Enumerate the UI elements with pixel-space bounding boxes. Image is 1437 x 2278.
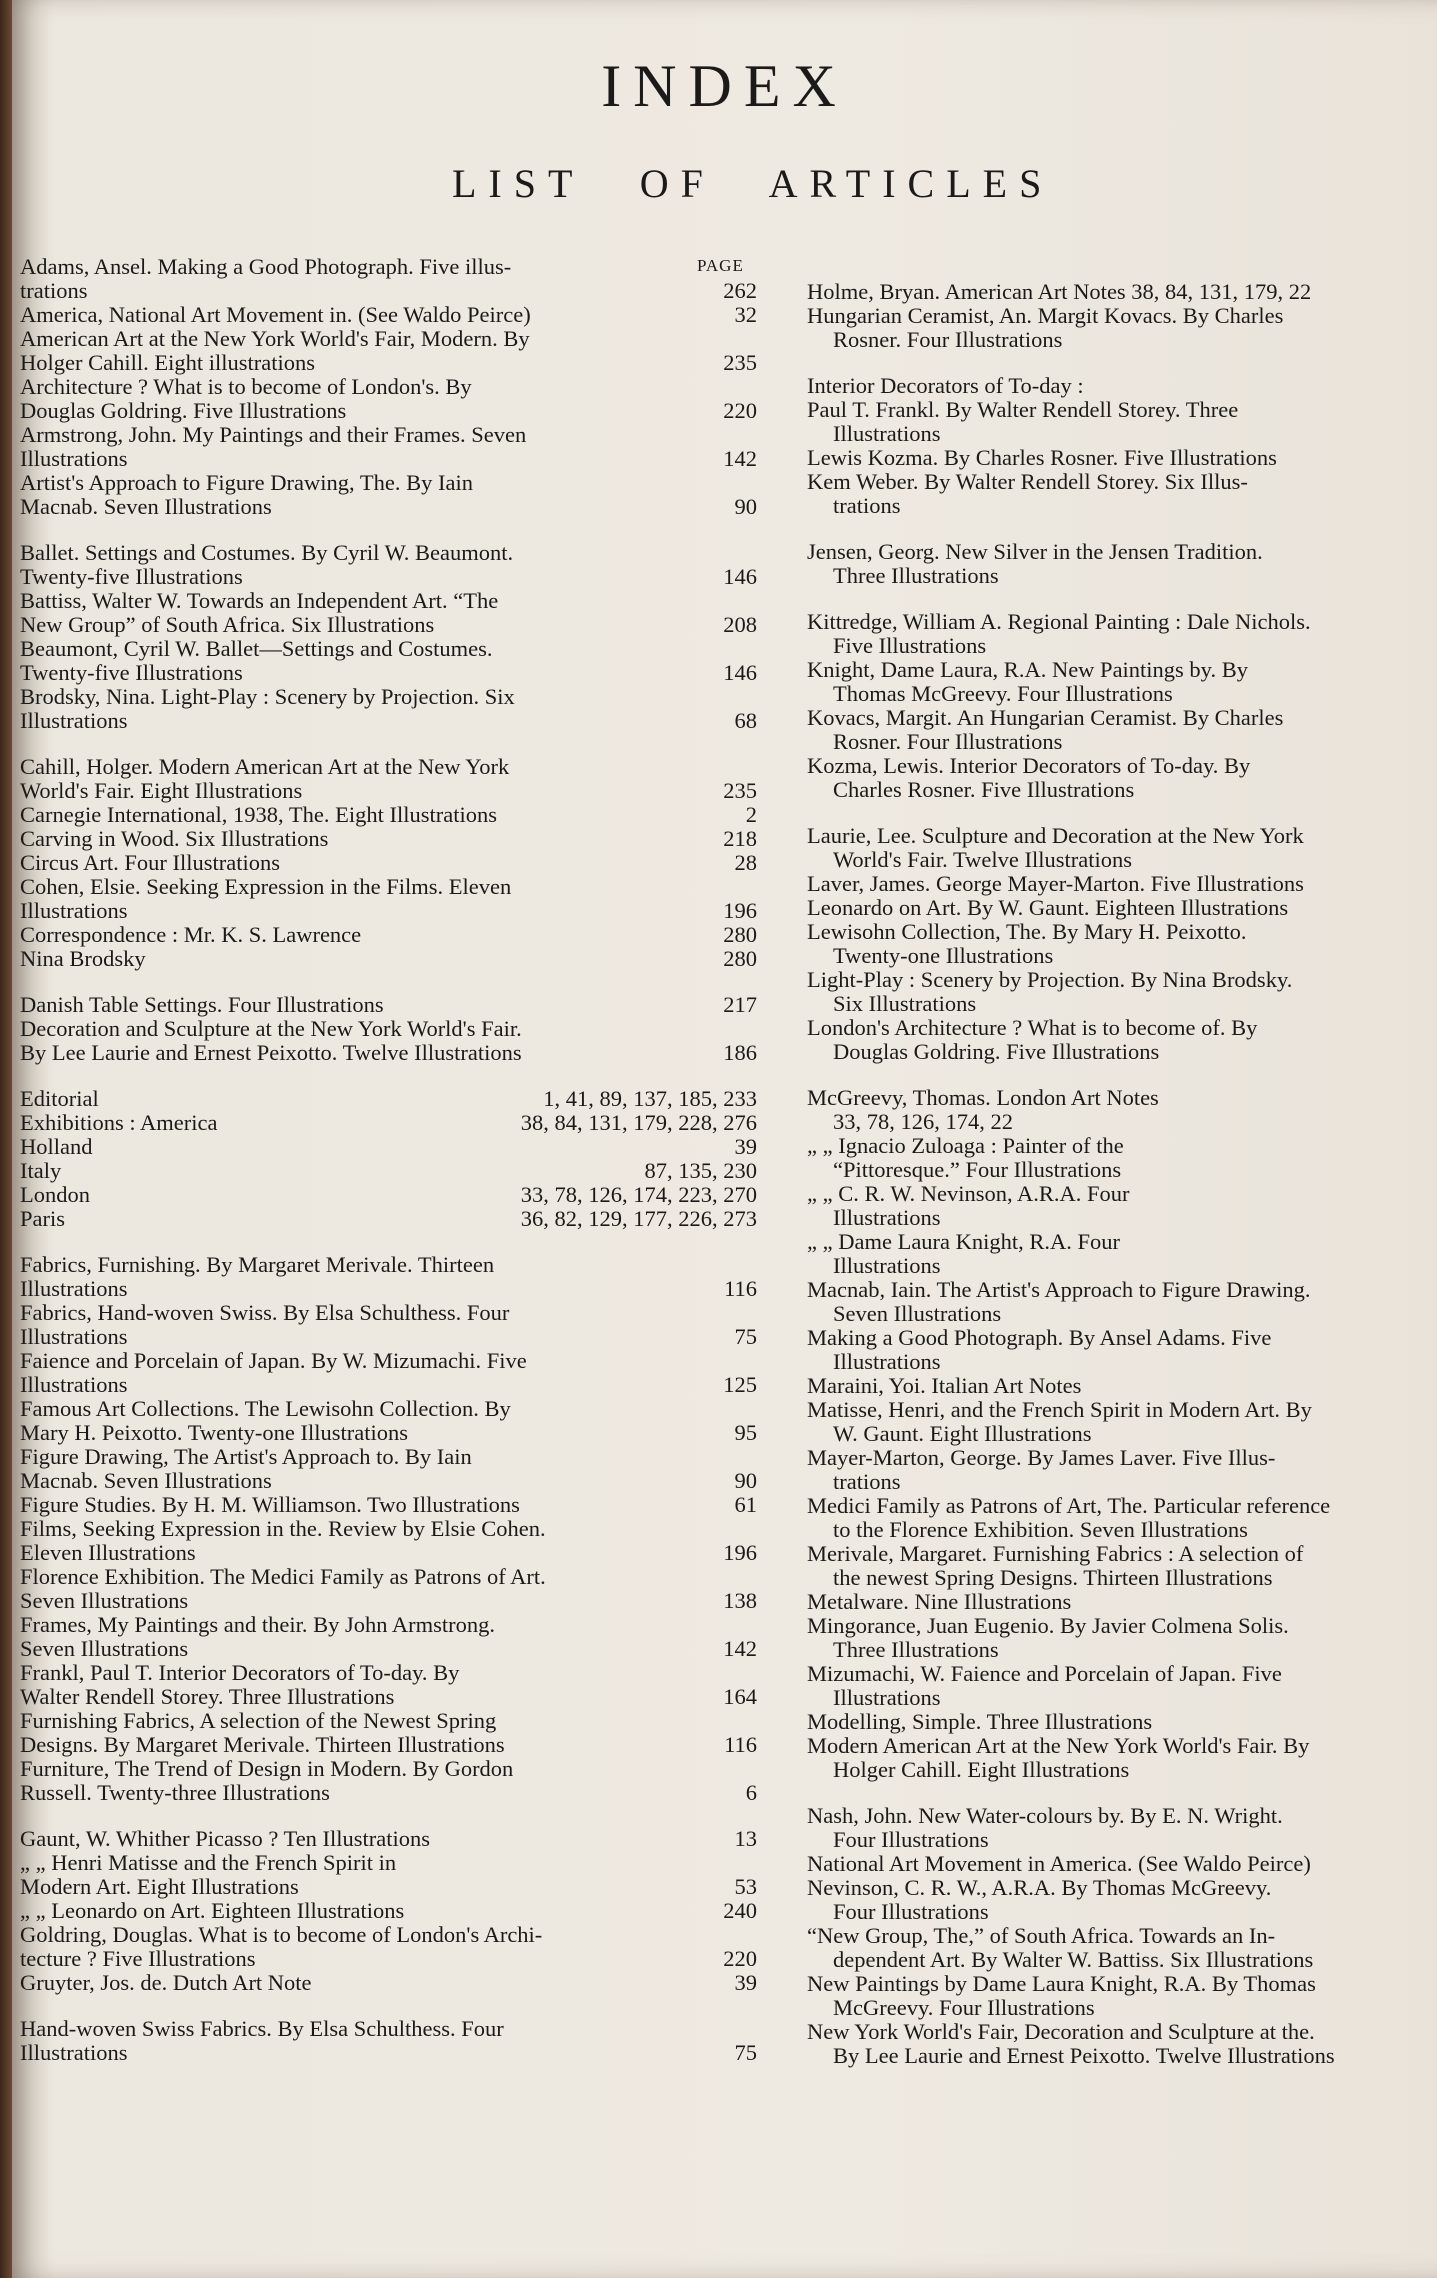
index-entry <box>20 1159 775 1183</box>
index-entry <box>807 2020 1437 2068</box>
index-entry-page: 146 <box>723 564 757 589</box>
index-entry <box>807 1590 1437 1614</box>
index-entry-page: 116 <box>724 1732 757 1757</box>
index-entry <box>807 1230 1437 1278</box>
index-entry <box>807 374 1437 398</box>
index-entry-text: America, National Art Movement in. (See Waldo Peirce) <box>20 302 531 327</box>
index-entry-page: 28 <box>734 850 757 875</box>
index-entry <box>807 824 1437 872</box>
index-entry-text: Figure Drawing, The Artist's Approach to. By Iain Macnab. Seven Illustrations <box>20 1444 472 1493</box>
index-entry <box>20 1135 775 1159</box>
index-entry-text: Making a Good Photograph. By Ansel Adams. Five Illustrations <box>807 1325 1272 1374</box>
index-entry-text: Holme, Bryan. American Art Notes 38, 84, 131, 179, 22 <box>807 279 1312 304</box>
index-entry-text: Kozma, Lewis. Interior Decorators of To-day. By Charles Rosner. Five Illustrations <box>807 753 1251 802</box>
index-entry <box>20 875 775 923</box>
index-entry-text: London's Architecture ? What is to become of. By Douglas Goldring. Five Illustrations <box>807 1015 1258 1064</box>
index-entry-text: Laver, James. George Mayer-Marton. Five Illustrations <box>807 871 1304 896</box>
index-entry-page: 39 <box>734 1970 757 1995</box>
index-entry <box>20 1827 775 1851</box>
index-entry <box>807 1804 1437 1852</box>
index-entry <box>807 1662 1437 1710</box>
index-entry-page: 138 <box>723 1588 757 1613</box>
index-entry <box>20 589 775 637</box>
index-entry-text: Paul T. Frankl. By Walter Rendell Storey. Three Illustrations <box>807 397 1239 446</box>
index-entry-text: Famous Art Collections. The Lewisohn Collection. By Mary H. Peixotto. Twenty-one Illustrations <box>20 1396 511 1445</box>
index-entry-text: Correspondence : Mr. K. S. Lawrence <box>20 922 362 947</box>
index-entry-text: Medici Family as Patrons of Art, The. Particular reference to the Florence Exhibition. Seven Illustrations <box>807 1493 1331 1542</box>
index-entry <box>20 1613 775 1661</box>
index-entry <box>20 947 775 971</box>
right-column <box>807 280 1437 2090</box>
index-entry <box>20 1349 775 1397</box>
index-entry-text: Lewisohn Collection, The. By Mary H. Peixotto. Twenty-one Illustrations <box>807 919 1247 968</box>
index-letter-group <box>807 1086 1437 1782</box>
index-entry-text: Gaunt, W. Whither Picasso ? Ten Illustrations <box>20 1826 431 1851</box>
index-entry-page: 38, 84, 131, 179, 228, 276 <box>520 1110 757 1135</box>
index-entry-text: Merivale, Margaret. Furnishing Fabrics : A selection of the newest Spring Designs. Thirteen Illustrations <box>807 1541 1304 1590</box>
index-entry-page: 262 <box>723 278 757 303</box>
index-entry-text: Nevinson, C. R. W., A.R.A. By Thomas McGreevy. Four Illustrations <box>807 1875 1272 1924</box>
index-entry-text: Holland <box>20 1134 93 1159</box>
index-entry-page: 220 <box>723 1946 757 1971</box>
index-entry-text: Ballet. Settings and Costumes. By Cyril W. Beaumont. Twenty-five Illustrations <box>20 540 514 589</box>
index-entry-page: 208 <box>723 612 757 637</box>
index-entry <box>20 1111 775 1135</box>
index-entry-page: 13 <box>734 1826 757 1851</box>
index-entry-text: Mayer-Marton, George. By James Laver. Five Illus- trations <box>807 1445 1276 1494</box>
index-entry-text: National Art Movement in America. (See Waldo Peirce) <box>807 1851 1311 1876</box>
index-entry-page: 95 <box>734 1420 757 1445</box>
index-entry <box>20 1087 775 1111</box>
index-page <box>12 0 1437 2278</box>
index-entry-text: Decoration and Sculpture at the New York World's Fair. By Lee Laurie and Ernest Peixotto. Twelve Illustrations <box>20 1016 522 1065</box>
index-entry-text: Faience and Porcelain of Japan. By W. Mizumachi. Five Illustrations <box>20 1348 527 1397</box>
index-entry <box>807 610 1437 658</box>
index-entry <box>20 1899 775 1923</box>
index-entry-text: Maraini, Yoi. Italian Art Notes <box>807 1373 1082 1398</box>
index-entry <box>20 423 775 471</box>
index-entry-text: Figure Studies. By H. M. Williamson. Two Illustrations <box>20 1492 520 1517</box>
index-entry <box>807 1710 1437 1734</box>
index-entry-page: 142 <box>723 446 757 471</box>
index-entry <box>20 923 775 947</box>
left-column <box>20 255 775 2087</box>
index-entry-text: Furnishing Fabrics, A selection of the Newest Spring Designs. By Margaret Merivale. Thirteen Illustrations <box>20 1708 505 1757</box>
index-entry-page: 75 <box>734 1324 757 1349</box>
index-entry <box>807 446 1437 470</box>
index-entry-text: Gruyter, Jos. de. Dutch Art Note <box>20 1970 312 1995</box>
index-entry <box>20 851 775 875</box>
index-entry-text: Editorial <box>20 1086 99 1111</box>
index-entry-text: Films, Seeking Expression in the. Review by Elsie Cohen. Eleven Illustrations <box>20 1516 546 1565</box>
index-entry-page: 116 <box>724 1276 757 1301</box>
index-entry <box>20 1397 775 1445</box>
book-gutter <box>0 0 12 2278</box>
index-entry-page: 2 <box>745 802 757 827</box>
index-entry-text: Matisse, Henri, and the French Spirit in Modern Art. By W. Gaunt. Eight Illustrations <box>807 1397 1312 1446</box>
index-entry-text: Macnab, Iain. The Artist's Approach to Figure Drawing. Seven Illustrations <box>807 1277 1311 1326</box>
index-entry-page: 125 <box>723 1372 757 1397</box>
index-letter-group <box>20 755 775 971</box>
index-entry-page: 33, 78, 126, 174, 223, 270 <box>520 1182 757 1207</box>
index-entry <box>20 471 775 519</box>
index-entry <box>807 1182 1437 1230</box>
index-entry-text: Laurie, Lee. Sculpture and Decoration at the New York World's Fair. Twelve Illustrations <box>807 823 1304 872</box>
index-entry-text: Kittredge, William A. Regional Painting : Dale Nichols. Five Illustrations <box>807 609 1311 658</box>
index-entry-page: 280 <box>723 922 757 947</box>
index-entry <box>807 920 1437 968</box>
index-entry-page: 90 <box>734 494 757 519</box>
index-entry-page: 68 <box>734 708 757 733</box>
index-entry <box>807 1494 1437 1542</box>
index-entry <box>20 1971 775 1995</box>
index-entry-text: „ „ Dame Laura Knight, R.A. Four Illustrations <box>807 1229 1121 1278</box>
index-entry-text: Jensen, Georg. New Silver in the Jensen Tradition. Three Illustrations <box>807 539 1263 588</box>
index-entry <box>20 1923 775 1971</box>
index-entry <box>20 1253 775 1301</box>
index-entry <box>20 1493 775 1517</box>
index-entry <box>807 1852 1437 1876</box>
index-entry-text: Lewis Kozma. By Charles Rosner. Five Illustrations <box>807 445 1277 470</box>
index-letter-group <box>20 1827 775 1995</box>
index-entry-text: Carving in Wood. Six Illustrations <box>20 826 329 851</box>
index-entry-page: 61 <box>734 1492 757 1517</box>
index-entry <box>20 1207 775 1231</box>
index-entry <box>20 2017 775 2065</box>
index-entry-text: Paris <box>20 1206 65 1231</box>
index-entry-text: New York World's Fair, Decoration and Sculpture at the. By Lee Laurie and Ernest Peixotto. Twelve Illustrations <box>807 2019 1335 2068</box>
index-entry <box>807 540 1437 588</box>
index-entry <box>20 1017 775 1065</box>
index-entry-page: 53 <box>734 1874 757 1899</box>
index-entry-page: 235 <box>723 350 757 375</box>
index-entry <box>807 398 1437 446</box>
index-entry-page: 196 <box>723 1540 757 1565</box>
index-entry-page: 75 <box>734 2040 757 2065</box>
index-letter-group <box>20 255 775 519</box>
index-entry <box>807 1972 1437 2020</box>
index-entry-text: Exhibitions : America <box>20 1110 218 1135</box>
page-title: INDEX <box>601 53 848 119</box>
index-entry-page: 36, 82, 129, 177, 226, 273 <box>520 1206 757 1231</box>
index-entry-text: McGreevy, Thomas. London Art Notes 33, 78, 126, 174, 22 <box>807 1085 1159 1134</box>
index-letter-group <box>807 1804 1437 2068</box>
index-letter-group <box>20 2017 775 2065</box>
page-column-header: PAGE <box>697 256 744 275</box>
index-entry-text: Beaumont, Cyril W. Ballet—Settings and Costumes. Twenty-five Illustrations <box>20 636 493 685</box>
index-entry-text: Adams, Ansel. Making a Good Photograph. Five illus- trations <box>20 254 512 303</box>
index-entry-text: Carnegie International, 1938, The. Eight Illustrations <box>20 802 497 827</box>
index-entry <box>807 754 1437 802</box>
index-entry-text: “New Group, The,” of South Africa. Towards an In- dependent Art. By Walter W. Battiss. Six Illustrations <box>807 1923 1314 1972</box>
index-entry-text: Frankl, Paul T. Interior Decorators of To-day. By Walter Rendell Storey. Three Illustrations <box>20 1660 460 1709</box>
index-entry <box>807 872 1437 896</box>
index-entry <box>20 1709 775 1757</box>
index-entry <box>807 1734 1437 1782</box>
index-entry-page: 142 <box>723 1636 757 1661</box>
index-entry <box>807 706 1437 754</box>
index-entry <box>20 993 775 1017</box>
index-letter-group <box>807 280 1437 352</box>
index-entry <box>807 1542 1437 1590</box>
index-entry-text: Nash, John. New Water-colours by. By E. N. Wright. Four Illustrations <box>807 1803 1283 1852</box>
index-entry-text: Metalware. Nine Illustrations <box>807 1589 1072 1614</box>
index-entry <box>807 1614 1437 1662</box>
index-entry-page: 87, 135, 230 <box>644 1158 757 1183</box>
index-entry <box>807 658 1437 706</box>
index-entry <box>20 255 775 303</box>
index-entry <box>20 1517 775 1565</box>
index-entry-text: Fabrics, Furnishing. By Margaret Merivale. Thirteen Illustrations <box>20 1252 495 1301</box>
index-entry <box>20 1757 775 1805</box>
index-letter-group <box>807 374 1437 518</box>
index-entry-text: Modern American Art at the New York World's Fair. By Holger Cahill. Eight Illustrations <box>807 1733 1310 1782</box>
index-entry-text: „ „ Henri Matisse and the French Spirit in Modern Art. Eight Illustrations <box>20 1850 397 1899</box>
index-entry-page: 164 <box>723 1684 757 1709</box>
index-entry-text: Danish Table Settings. Four Illustrations <box>20 992 384 1017</box>
index-entry-text: Nina Brodsky <box>20 946 146 971</box>
index-entry-text: „ „ Leonardo on Art. Eighteen Illustrations <box>20 1898 405 1923</box>
index-entry-text: American Art at the New York World's Fair, Modern. By Holger Cahill. Eight illustrations <box>20 326 530 375</box>
index-entry-page: 146 <box>723 660 757 685</box>
index-entry-text: Frames, My Paintings and their. By John Armstrong. Seven Illustrations <box>20 1612 495 1661</box>
index-entry <box>20 803 775 827</box>
index-letter-group <box>807 824 1437 1064</box>
index-entry <box>807 1278 1437 1326</box>
index-entry-page: 39 <box>734 1134 757 1159</box>
index-entry <box>807 280 1437 304</box>
index-entry-text: „ „ Ignacio Zuloaga : Painter of the “Pittoresque.” Four Illustrations <box>807 1133 1124 1182</box>
index-entry <box>807 1086 1437 1134</box>
index-entry-text: Cahill, Holger. Modern American Art at the New York World's Fair. Eight Illustrations <box>20 754 510 803</box>
index-entry-page: 32 <box>734 302 757 327</box>
index-entry-page: 218 <box>723 826 757 851</box>
index-entry-page: 220 <box>723 398 757 423</box>
index-letter-group <box>807 540 1437 588</box>
index-entry <box>807 470 1437 518</box>
index-entry-text: Armstrong, John. My Paintings and their Frames. Seven Illustrations <box>20 422 527 471</box>
index-entry <box>807 968 1437 1016</box>
index-entry <box>807 304 1437 352</box>
index-letter-group <box>20 541 775 733</box>
index-entry <box>20 637 775 685</box>
index-entry-text: Brodsky, Nina. Light-Play : Scenery by Projection. Six Illustrations <box>20 684 515 733</box>
index-entry <box>807 1374 1437 1398</box>
index-entry <box>807 1446 1437 1494</box>
index-entry <box>20 1661 775 1709</box>
index-entry-text: Fabrics, Hand-woven Swiss. By Elsa Schulthess. Four Illustrations <box>20 1300 510 1349</box>
index-letter-group <box>20 993 775 1065</box>
index-entry <box>807 1924 1437 1972</box>
index-entry-text: Kem Weber. By Walter Rendell Storey. Six Illus- trations <box>807 469 1248 518</box>
index-entry <box>20 755 775 803</box>
index-entry-text: Mingorance, Juan Eugenio. By Javier Colmena Solis. Three Illustrations <box>807 1613 1289 1662</box>
index-letter-group <box>20 1087 775 1231</box>
index-entry-text: Leonardo on Art. By W. Gaunt. Eighteen Illustrations <box>807 895 1289 920</box>
index-entry-text: Goldring, Douglas. What is to become of London's Archi- tecture ? Five Illustrations <box>20 1922 543 1971</box>
index-entry-page: 240 <box>723 1898 757 1923</box>
section-title: LIST OF ARTICLES <box>452 161 1054 206</box>
index-entry-text: Kovacs, Margit. An Hungarian Ceramist. By Charles Rosner. Four Illustrations <box>807 705 1284 754</box>
index-entry-text: Cohen, Elsie. Seeking Expression in the Films. Eleven Illustrations <box>20 874 512 923</box>
index-entry-text: London <box>20 1182 90 1207</box>
index-letter-group <box>20 1253 775 1805</box>
index-entry <box>20 1851 775 1899</box>
index-entry-page: 6 <box>745 1780 757 1805</box>
index-entry-text: Light-Play : Scenery by Projection. By Nina Brodsky. Six Illustrations <box>807 967 1293 1016</box>
index-entry <box>20 1445 775 1493</box>
index-entry-text: Hand-woven Swiss Fabrics. By Elsa Schulthess. Four Illustrations <box>20 2016 504 2065</box>
index-entry-text: Hungarian Ceramist, An. Margit Kovacs. By Charles Rosner. Four Illustrations <box>807 303 1284 352</box>
index-entry-page: 1, 41, 89, 137, 185, 233 <box>543 1086 757 1111</box>
index-entry-page: 196 <box>723 898 757 923</box>
index-entry <box>20 303 775 327</box>
index-entry <box>807 1134 1437 1182</box>
index-entry-page: 186 <box>723 1040 757 1065</box>
index-entry-text: Architecture ? What is to become of London's. By Douglas Goldring. Five Illustrations <box>20 374 472 423</box>
index-entry-page: 217 <box>723 992 757 1017</box>
index-entry-text: Knight, Dame Laura, R.A. New Paintings by. By Thomas McGreevy. Four Illustrations <box>807 657 1248 706</box>
index-entry-text: Battiss, Walter W. Towards an Independent Art. “The New Group” of South Africa. Six Illustrations <box>20 588 499 637</box>
index-entry <box>20 327 775 375</box>
index-entry-page: 90 <box>734 1468 757 1493</box>
index-entry <box>20 685 775 733</box>
index-entry <box>20 1301 775 1349</box>
index-entry-text: Mizumachi, W. Faience and Porcelain of Japan. Five Illustrations <box>807 1661 1282 1710</box>
index-entry-text: Circus Art. Four Illustrations <box>20 850 280 875</box>
index-entry <box>807 896 1437 920</box>
index-entry <box>20 375 775 423</box>
index-letter-group <box>807 610 1437 802</box>
index-entry-text: Florence Exhibition. The Medici Family as Patrons of Art. Seven Illustrations <box>20 1564 546 1613</box>
index-entry <box>807 1016 1437 1064</box>
index-entry-text: „ „ C. R. W. Nevinson, A.R.A. Four Illustrations <box>807 1181 1130 1230</box>
index-entry <box>807 1398 1437 1446</box>
index-entry-text: Artist's Approach to Figure Drawing, The. By Iain Macnab. Seven Illustrations <box>20 470 473 519</box>
index-entry <box>807 1876 1437 1924</box>
index-entry <box>20 541 775 589</box>
index-entry <box>20 1565 775 1613</box>
index-entry <box>807 1326 1437 1374</box>
index-entry-page: 280 <box>723 946 757 971</box>
index-entry-text: New Paintings by Dame Laura Knight, R.A. By Thomas McGreevy. Four Illustrations <box>807 1971 1316 2020</box>
index-entry <box>20 827 775 851</box>
index-entry-text: Furniture, The Trend of Design in Modern. By Gordon Russell. Twenty-three Illustrations <box>20 1756 514 1805</box>
index-entry-text: Interior Decorators of To-day : <box>807 373 1084 398</box>
index-entry-text: Italy <box>20 1158 62 1183</box>
index-entry-page: 235 <box>723 778 757 803</box>
index-entry <box>20 1183 775 1207</box>
index-entry-text: Modelling, Simple. Three Illustrations <box>807 1709 1153 1734</box>
